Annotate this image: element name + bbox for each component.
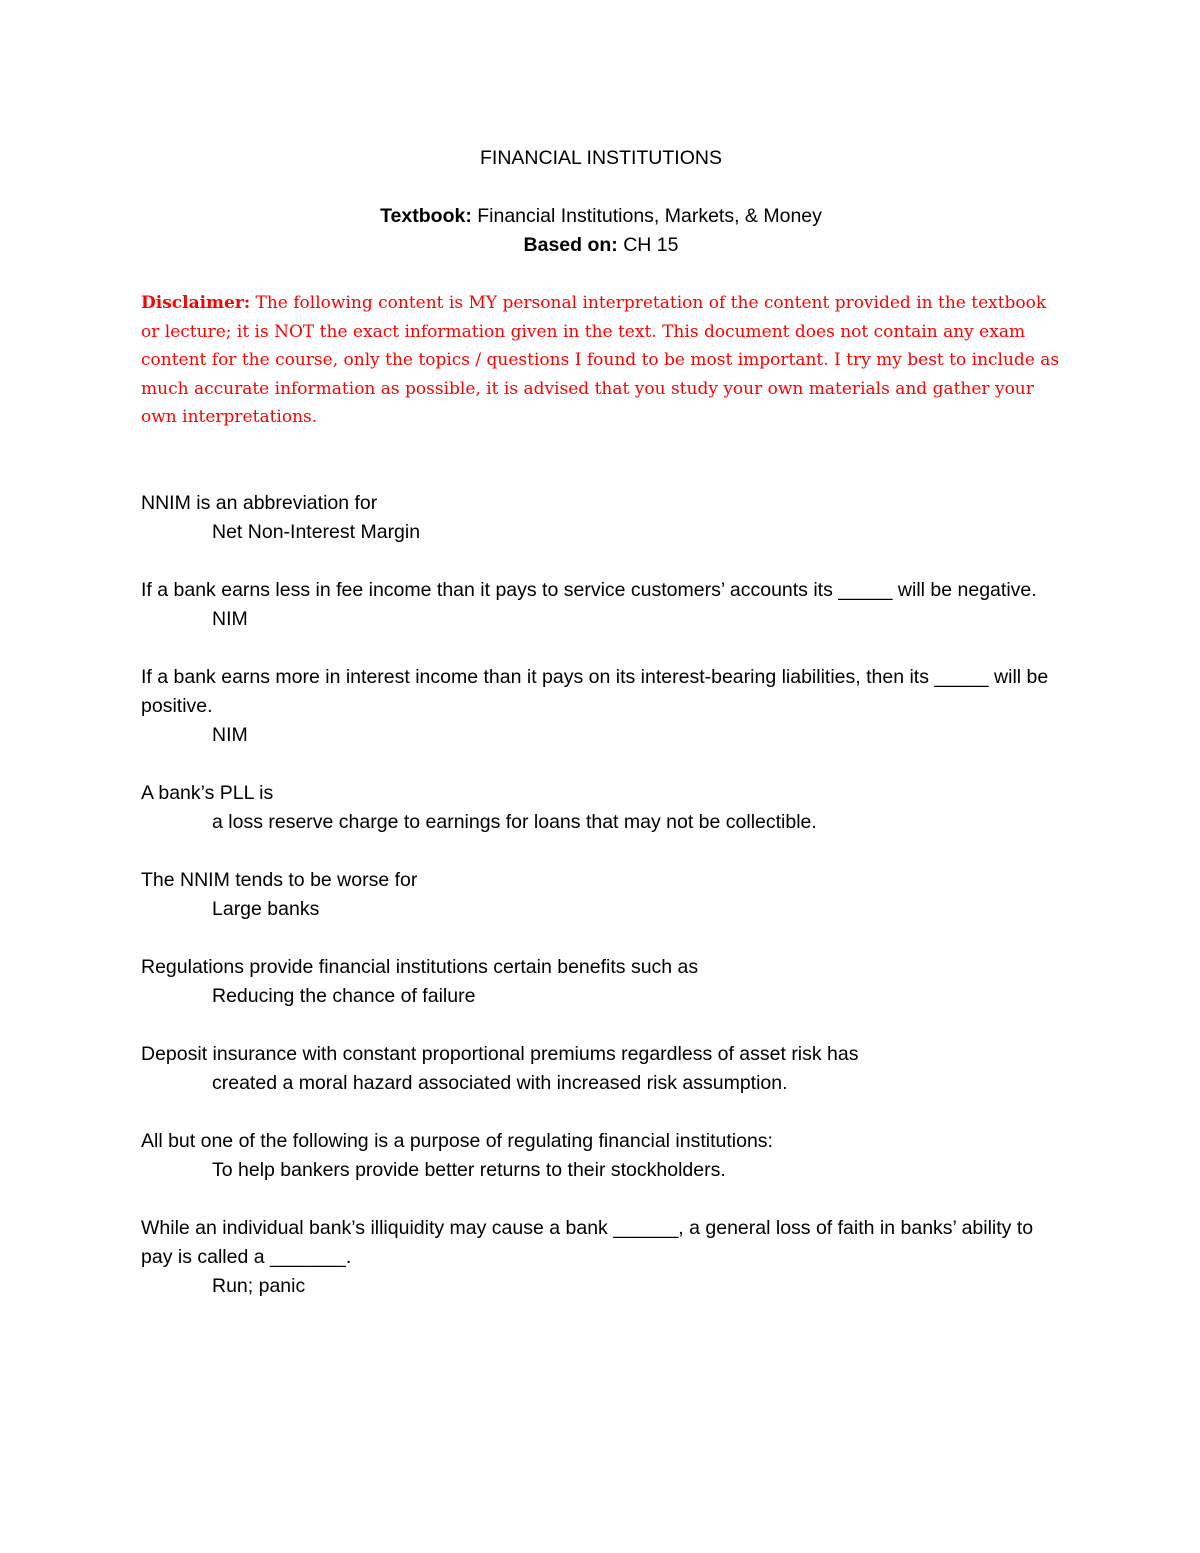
based-on-label: Based on: — [523, 234, 618, 256]
disclaimer-spacer — [141, 260, 1061, 289]
qa-item — [141, 576, 1061, 634]
answer-text: To help bankers provide better returns to their stockholders. — [212, 1158, 726, 1181]
document-header — [141, 144, 1061, 260]
based-on-line — [141, 231, 1061, 260]
qa-item — [141, 779, 1061, 837]
answer-text: NIM — [212, 607, 248, 630]
answer-text: Run; panic — [212, 1274, 306, 1297]
question-text: All but one of the following is a purpose of regulating financial institutions: — [141, 1129, 773, 1152]
document-content — [141, 144, 1061, 1330]
question-text: If a bank earns less in fee income than it pays to service customers’ accounts its _____ will be negative. — [141, 578, 1037, 601]
qa-item — [141, 866, 1061, 924]
textbook-label: Textbook: — [380, 205, 472, 227]
answer-text: NIM — [212, 723, 248, 746]
qa-item — [141, 1214, 1061, 1301]
disclaimer-label: Disclaimer: — [141, 293, 251, 313]
question-text: A bank’s PLL is — [141, 781, 274, 804]
disclaimer-text: The following content is MY personal interpretation of the content provided in the textbook or lecture; it is NOT the exact information given in the text. This document does not contain any exam content for the course, only the topics / questions I found to be most important. I try my best to include as much accurate information as possible, it is advised that you study your own materials and gather your own interpretations. — [141, 293, 1060, 427]
disclaimer-paragraph — [141, 289, 1061, 432]
answer-text: Net Non-Interest Margin — [212, 520, 421, 543]
textbook-value: Financial Institutions, Markets, & Money — [471, 205, 822, 227]
question-text: Regulations provide financial institutions certain benefits such as — [141, 955, 699, 978]
question-text: Deposit insurance with constant proportional premiums regardless of asset risk has — [141, 1042, 859, 1065]
qa-item — [141, 663, 1061, 750]
textbook-line — [141, 202, 1061, 231]
qa-item — [141, 1127, 1061, 1185]
answer-text: created a moral hazard associated with increased risk assumption. — [212, 1071, 788, 1094]
answer-text: a loss reserve charge to earnings for loans that may not be collectible. — [212, 810, 817, 833]
question-text: While an individual bank’s illiquidity may cause a bank ______, a general loss of faith in banks’ ability to pay is called a _______. — [141, 1216, 1034, 1268]
question-text: The NNIM tends to be worse for — [141, 868, 418, 891]
answer-text: Large banks — [212, 897, 320, 920]
qa-item — [141, 1040, 1061, 1098]
question-text: NNIM is an abbreviation for — [141, 491, 378, 514]
qa-list — [141, 489, 1061, 1301]
based-on-value: CH 15 — [617, 234, 679, 256]
qa-item — [141, 953, 1061, 1011]
document-title: FINANCIAL INSTITUTIONS — [480, 147, 722, 169]
question-text: If a bank earns more in interest income than it pays on its interest-bearing liabilities, then its _____ will be positive. — [141, 665, 1049, 717]
qa-item — [141, 489, 1061, 547]
answer-text: Reducing the chance of failure — [212, 984, 476, 1007]
header-spacer — [141, 173, 1061, 202]
